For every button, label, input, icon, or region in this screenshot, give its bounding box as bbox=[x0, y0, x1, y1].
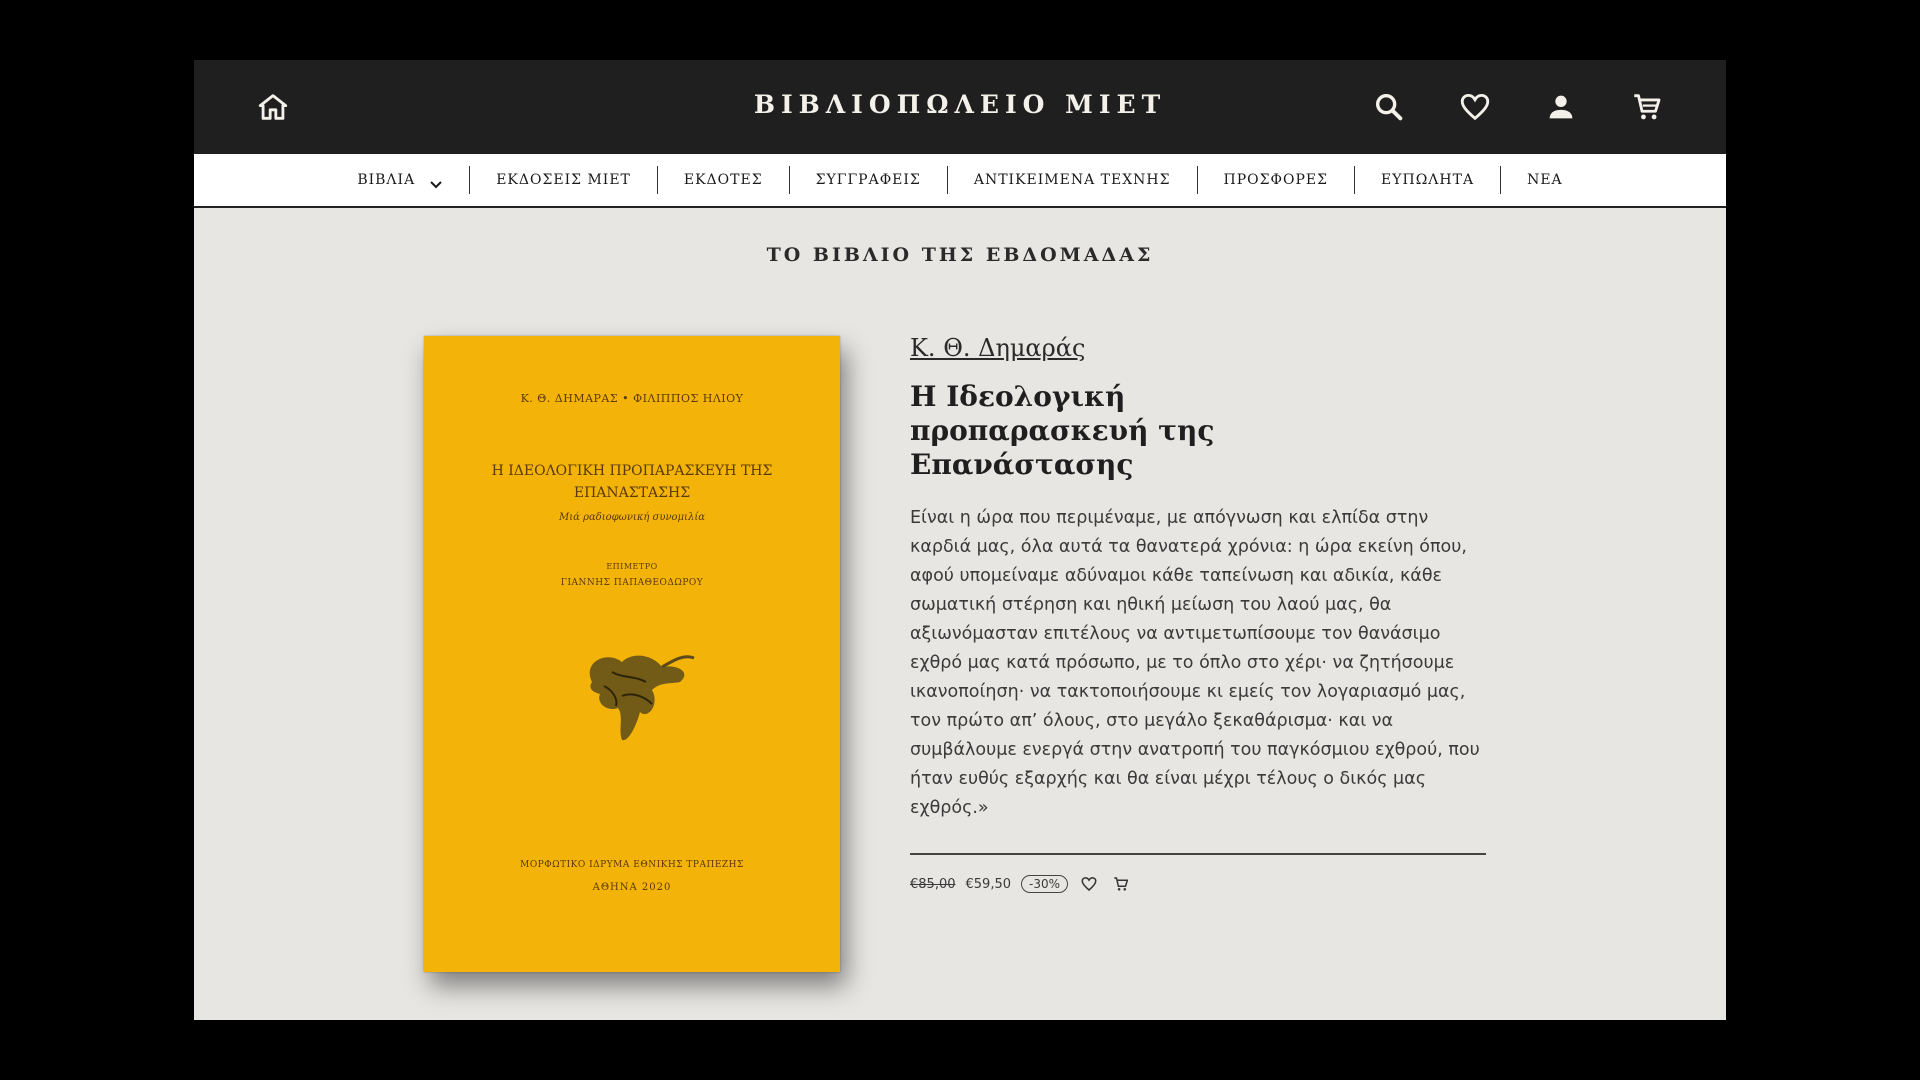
nav-item-label: ΕΚΔΟΤΕΣ bbox=[683, 172, 763, 188]
cover-subtitle: Μιά ραδιοφωνική συνομιλία bbox=[558, 512, 705, 523]
user-icon[interactable] bbox=[1544, 90, 1578, 124]
nav-item-news[interactable] bbox=[1500, 166, 1589, 194]
nav-item-label: ΣΥΓΓΡΑΦΕΙΣ bbox=[815, 172, 921, 188]
cover-city: ΑΘΗΝΑ 2020 bbox=[592, 882, 672, 893]
cover-publisher: ΜΟΡΦΩΤΙΚΟ ΙΔΡΥΜΑ ΕΘΝΙΚΗΣ ΤΡΑΠΕΖΗΣ bbox=[520, 860, 744, 870]
nav-item-miet-publications[interactable] bbox=[469, 166, 657, 194]
top-header bbox=[194, 60, 1726, 154]
search-icon[interactable] bbox=[1372, 90, 1406, 124]
page-frame bbox=[194, 60, 1726, 1020]
discount-badge: -30% bbox=[1021, 875, 1068, 893]
site-brand[interactable]: ΒΙΒΛΙΟΠΩΛΕΙΟ ΜΙΕΤ bbox=[753, 90, 1167, 119]
nav-item-authors[interactable] bbox=[789, 166, 947, 194]
nav-item-books[interactable] bbox=[331, 166, 469, 194]
cover-illustration bbox=[552, 612, 712, 772]
chevron-down-icon[interactable] bbox=[429, 173, 443, 187]
book-details bbox=[910, 334, 1490, 893]
heart-icon[interactable] bbox=[1458, 90, 1492, 124]
nav-item-publishers[interactable] bbox=[657, 166, 789, 194]
nav-item-offers[interactable] bbox=[1197, 166, 1355, 194]
book-description: Είναι η ώρα που περιμέναμε, με απόγνωση και ελπίδα στην καρδιά μας, όλα αυτά τα θανατερά χρόνια: η ώρα εκείνη όπου, αφού υπομείναμε αδύναμοι κάθε ταπείνωση και αδικία, κάθε σωματική στέρηση και ηθική μείωση του λαού μας, θα αξιωνόμασταν επιτέλους να αντιμετωπίσουμε τον θανάσιμο εχθρό μας κατά πρόσωπο, με το όπλο στο χέρι· να ζητήσουμε ικανοποίηση· να τακτοποιήσουμε κι εμείς τον λογαριασμό μας, τον πρώτο απ’ όλους, στο μεγάλο ξεκαθάρισμα· και να συμβάλουμε ενεργά στην ανατροπή του παγκόσμιου εχθρού, που ήταν ευθύς εξαρχής και θα είναι μέχρι τέλους ο δικός μας εχθρός.» bbox=[910, 508, 1480, 818]
cover-editor: ΓΙΑΝΝΗΣ ΠΑΠΑΘΕΟΔΩΡΟΥ bbox=[560, 578, 704, 588]
section-title: ΤΟ ΒΙΒΛΙΟ ΤΗΣ ΕΒΔΟΜΑΔΑΣ bbox=[766, 244, 1154, 266]
wishlist-heart-icon[interactable] bbox=[1080, 875, 1098, 893]
nav-item-label: ΕΥΠΩΛΗΤΑ bbox=[1381, 172, 1475, 188]
old-price: €85,00 bbox=[910, 876, 956, 892]
nav-item-bestsellers[interactable] bbox=[1354, 166, 1500, 194]
nav-item-label: ΕΚΔΟΣΕΙΣ ΜΙΕΤ bbox=[496, 172, 631, 188]
nav-item-art-objects[interactable] bbox=[947, 166, 1197, 194]
author-link[interactable]: Κ. Θ. Δημαράς bbox=[910, 334, 1086, 362]
price-row bbox=[910, 875, 1490, 893]
nav-item-label: ΑΝΤΙΚΕΙΜΕΝΑ ΤΕΧΝΗΣ bbox=[973, 172, 1171, 188]
book-title[interactable]: Η Ιδεολογική προπαρασκευή της Επανάστασης bbox=[910, 380, 1215, 481]
nav-item-label: ΠΡΟΣΦΟΡΕΣ bbox=[1223, 172, 1329, 188]
cart-icon[interactable] bbox=[1630, 90, 1664, 124]
divider bbox=[910, 853, 1486, 855]
nav-item-label: ΒΙΒΛΙΑ bbox=[357, 172, 416, 188]
nav-item-label: ΝΕΑ bbox=[1527, 172, 1563, 188]
add-to-cart-icon[interactable] bbox=[1112, 875, 1130, 893]
book-cover[interactable] bbox=[424, 336, 840, 972]
main-nav bbox=[194, 154, 1726, 208]
new-price: €59,50 bbox=[965, 876, 1011, 892]
cover-title: Η ΙΔΕΟΛΟΓΙΚΗ ΠΡΟΠΑΡΑΣΚΕΥΗ ΤΗΣ ΕΠΑΝΑΣΤΑΣΗΣ bbox=[491, 463, 773, 501]
cover-authors: Κ. Θ. ΔΗΜΑΡΑΣ • ΦΙΛΙΠΠΟΣ ΗΛΙΟΥ bbox=[520, 392, 744, 405]
cover-preface: ΕΠΙΜΕΤΡΟ bbox=[606, 562, 658, 571]
